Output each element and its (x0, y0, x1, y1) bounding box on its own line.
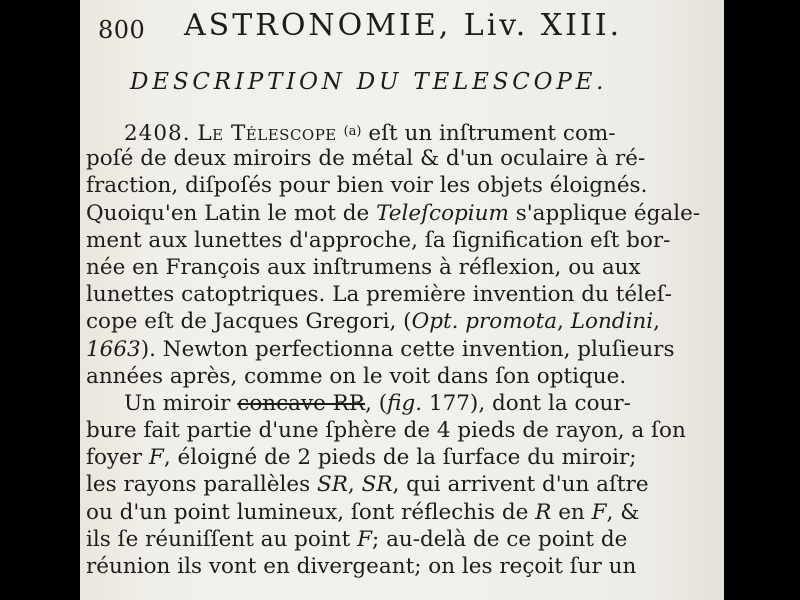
text-line-7: lunettes catoptriques. La première invention du téleſ- (86, 282, 672, 308)
term-telescopium: Teleſcopium (376, 200, 509, 226)
text-line-17: réunion ils vont en divergeant; on les reçoit ſur un (86, 554, 637, 579)
citation-place: Londini (570, 309, 654, 335)
line-text: Quoiqu'en Latin le mot de (86, 200, 377, 226)
text-line-9 (86, 336, 716, 363)
section-title: DESCRIPTION DU TELESCOPE. (130, 69, 608, 95)
text-line-15 (86, 499, 716, 526)
line-text: , (347, 472, 362, 498)
line-text: ils ſe réuniſſent au point (86, 526, 358, 552)
text-line-3: fraction, diſpoſés pour bien voir les objets éloignés. (86, 173, 648, 199)
line-text: ). Newton perfectionna cette invention, pluſieurs (140, 336, 675, 362)
text-line-16 (86, 526, 716, 553)
citation-year: 1663 (86, 336, 141, 362)
line-text: , ( (365, 390, 388, 416)
line-text: foyer (86, 445, 149, 471)
book-page (80, 0, 724, 600)
line-text: ou d'un point lumineux, ſont réflechis de (86, 499, 536, 525)
struck-text: concave RR (237, 390, 366, 416)
footnote-marker: (a) (343, 124, 362, 139)
text-line-10: années après, comme on le voit dans ſon optique. (86, 363, 627, 389)
text-line-14 (86, 471, 716, 498)
line-text: , & (606, 499, 640, 525)
page-number: 800 (98, 16, 146, 44)
line-text: en (551, 499, 592, 525)
paragraph-number: 2408. (124, 121, 191, 146)
line-text: eſt un inſtrument com- (361, 121, 616, 146)
body-text (86, 118, 716, 580)
citation-title: Opt. promota (411, 309, 558, 335)
line-text: , éloigné de 2 pieds de la ſurface du miroir; (163, 445, 637, 471)
line-text: , (653, 309, 660, 335)
line-text: cope eſt de Jacques Gregori, ( (86, 309, 412, 335)
text-line-5: ment aux lunettes d'approche, ſa ſignification eſt bor- (86, 227, 671, 253)
text-line-8 (86, 308, 716, 335)
page-header (80, 6, 724, 46)
text-line-11 (86, 390, 716, 417)
line-text: 177), dont la cour- (422, 390, 631, 416)
point-label: F (591, 499, 607, 525)
figure-ref: fig. (387, 390, 423, 416)
text-line-4 (86, 200, 716, 227)
point-label: F (357, 526, 372, 552)
term-telescope: Le Télescope (197, 121, 337, 146)
ray-label: SR (361, 472, 393, 498)
text-line-2: poſé de deux miroirs de métal & d'un oculaire à ré- (86, 146, 646, 172)
line-text: les rayons parallèles (86, 472, 317, 498)
point-label: F (148, 445, 164, 471)
text-line-12: bure fait partie d'une ſphère de 4 pieds de rayon, a ſon (86, 418, 686, 444)
line-text: , (557, 309, 571, 335)
running-head: ASTRONOMIE, Liv. XIII. (184, 8, 623, 43)
text-line-13 (86, 444, 716, 471)
point-label: R (535, 499, 552, 525)
line-text: s'applique égale- (508, 200, 701, 226)
text-line-1 (86, 118, 716, 145)
line-text: ; au-delà de ce point de (372, 526, 628, 552)
line-text: Un miroir (124, 390, 238, 416)
line-text: , qui arrivent d'un aſtre (392, 472, 649, 498)
ray-label: SR (317, 472, 348, 498)
text-line-6: née en François aux inſtrumens à réflexion, ou aux (86, 254, 641, 280)
